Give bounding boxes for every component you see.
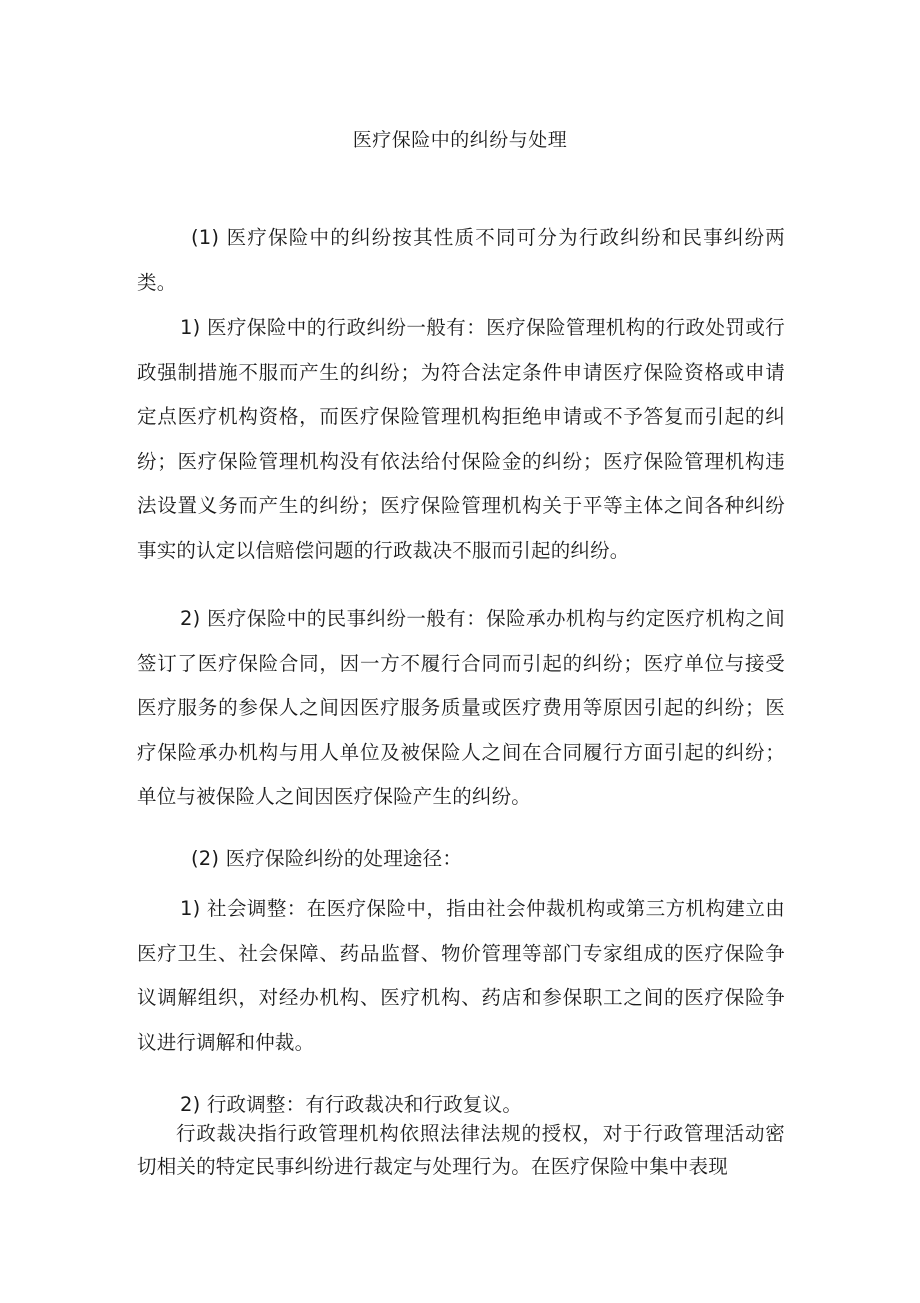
paragraph-3: 2) 医疗保险中的民事纠纷一般有：保险承办机构与约定医疗机构之间签订了医疗保险合同，因一方不履行合同而引起的纠纷；医疗单位与接受医疗服务的参保人之间因医疗服务质量或医疗费用等原因引起的纠纷；医疗保险承办机构与用人单位及被保险人之间在合同履行方面引起的纠纷；单位与被保险人之间因医疗保险产生的纠纷。	[137, 607, 785, 808]
document-title: 医疗保险中的纠纷与处理	[352, 129, 568, 151]
paragraph-1-block	[137, 216, 785, 305]
paragraph-6: 2) 行政调整：有行政裁决和行政复议。	[180, 1093, 523, 1116]
paragraph-5-block	[137, 887, 785, 1065]
paragraph-2: 1) 医疗保险中的行政纠纷一般有：医疗保险管理机构的行政处罚或行政强制措施不服而产生的纠纷；为符合法定条件申请医疗保险资格或申请定点医疗机构资格，而医疗保险管理机构拒绝申请或不予答复而引起的纠纷；医疗保险管理机构没有依法给付保险金的纠纷；医疗保险管理机构违法设置义务而产生的纠纷；医疗保险管理机构关于平等主体之间各种纠纷事实的认定以信赔偿问题的行政裁决不服而引起的纠纷。	[137, 316, 785, 562]
paragraph-7-block	[137, 1117, 785, 1183]
paragraph-4-block	[137, 837, 785, 882]
paragraph-1: (1) 医疗保险中的纠纷按其性质不同可分为行政纠纷和民事纠纷两类。	[137, 226, 785, 294]
paragraph-2-block	[137, 306, 785, 573]
paragraph-3-block	[137, 597, 785, 820]
paragraph-7: 行政裁决指行政管理机构依照法律法规的授权，对于行政管理活动密切相关的特定民事纠纷进行裁定与处理行为。在医疗保险中集中表现	[137, 1122, 785, 1178]
paragraph-4: (2) 医疗保险纠纷的处理途径：	[191, 847, 463, 870]
paragraph-5: 1) 社会调整：在医疗保险中，指由社会仲裁机构或第三方机构建立由医疗卫生、社会保障、药品监督、物价管理等部门专家组成的医疗保险争议调解组织，对经办机构、医疗机构、药店和参保职工之间的医疗保险争议进行调解和仲裁。	[137, 897, 785, 1054]
